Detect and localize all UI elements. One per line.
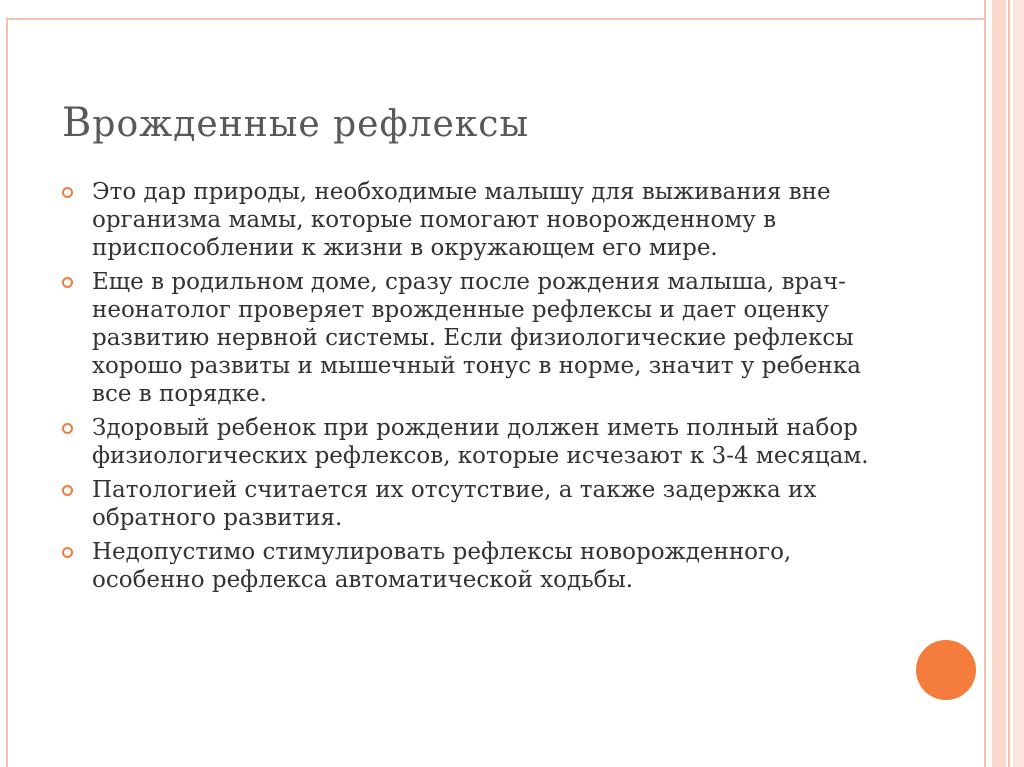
slide-title <box>62 100 529 146</box>
bullet-item <box>62 268 882 408</box>
bullet-circle-icon <box>62 277 73 288</box>
title-first-letter: В <box>62 100 93 146</box>
decorative-orange-circle <box>916 640 976 700</box>
bullet-item <box>62 178 882 262</box>
bullet-circle-icon <box>62 423 73 434</box>
bullet-item <box>62 538 882 594</box>
title-rest: рожденные рефлексы <box>92 104 530 145</box>
bullet-circle-icon <box>62 547 73 558</box>
bullet-text: Это дар природы, необходимые малышу для выживания вне организма мамы, которые помогают новорожденному в приспособлении к жизни в окружающем его мире. <box>92 179 831 261</box>
right-stripe <box>992 0 1006 767</box>
bullet-item <box>62 414 882 470</box>
bullet-circle-icon <box>62 187 73 198</box>
right-stripe <box>1008 0 1010 767</box>
right-stripe <box>984 0 986 767</box>
bullet-item <box>62 476 882 532</box>
bullet-list <box>62 178 882 600</box>
bullet-text: Патологией считается их отсутствие, а также задержка их обратного развития. <box>92 477 817 531</box>
frame-top-line <box>6 18 986 20</box>
bullet-text: Недопустимо стимулировать рефлексы новорожденного, особенно рефлекса автоматической ходьбы. <box>92 539 792 593</box>
frame-left-line <box>6 18 8 767</box>
bullet-circle-icon <box>62 485 73 496</box>
bullet-text: Здоровый ребенок при рождении должен иметь полный набор физиологических рефлексов, которые исчезают к 3-4 месяцам. <box>92 415 869 469</box>
right-stripe <box>1013 0 1024 767</box>
bullet-text: Еще в родильном доме, сразу после рождения малыша, врач-неонатолог проверяет врожденные рефлексы и дает оценку развитию нервной системы. Если физиологические рефлексы хорошо развиты и мышечный тонус в норме, значит у ребенка все в порядке. <box>92 269 861 407</box>
